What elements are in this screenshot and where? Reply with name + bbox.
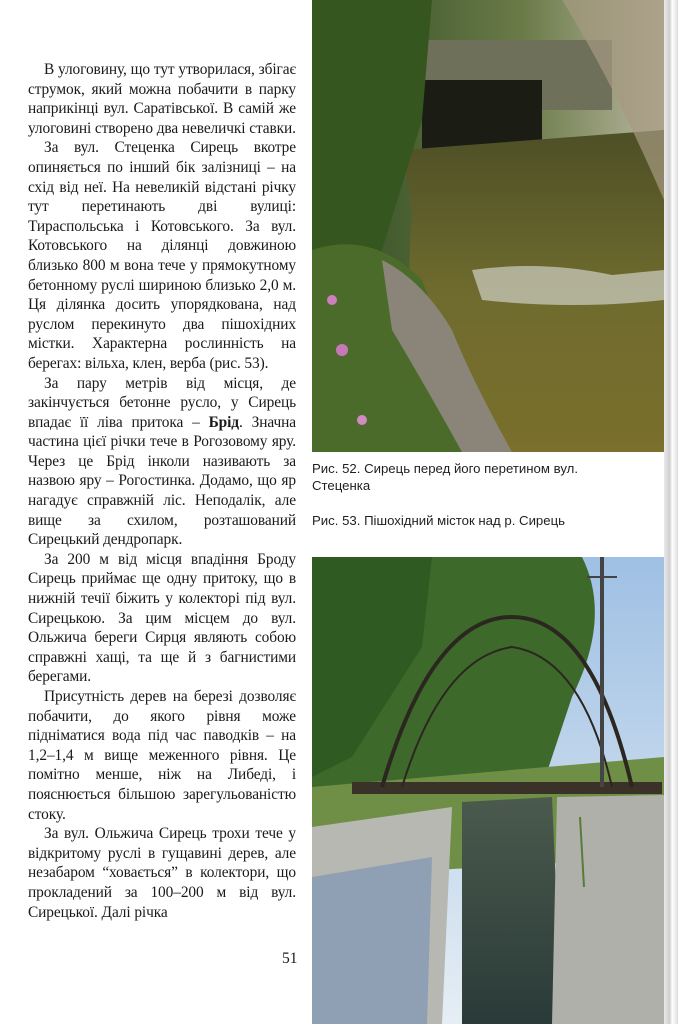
paragraph-text: За вул. Ольжича Сирець трохи тече у відкритому руслі в гущавині дерев, але незабаром “ховається” в колектори, що прокладений за 100–200 м від вул. Сирецької. Далі річка xyxy=(28,825,296,921)
figure-53-caption: Рис. 53. Пішохідний місток над р. Сирець xyxy=(312,513,566,528)
paragraph xyxy=(28,60,296,138)
paragraph xyxy=(28,687,296,824)
paragraph-text: . Значна частина цієї річки тече в Рогозовому яру. Через це Брід інколи називають за назвою яру – Рогостинка. Додамо, що яр нагадує справжній ліс. Неподалік, але вище за схилом, розташований Сирецький дендропарк. xyxy=(28,413,296,549)
photo-footbridge xyxy=(312,557,664,1024)
figure-52-caption: Рис. 52. Сирець перед його перетином вул. Стеценка xyxy=(312,461,578,493)
paragraph xyxy=(28,374,296,550)
paragraph-text: За 200 м від місця впадіння Броду Сирець приймає ще одну притоку, що в нижній течії біжить у колекторі під вул. Сирецькою. За цим місцем до вул. Ольжича береги Сирця являють собою справжні хащі, та ще й з багнистими берегами. xyxy=(28,550,296,686)
paragraph xyxy=(28,824,296,922)
paragraph xyxy=(28,138,296,373)
paragraph-text: За пару метрів від місця, де закінчується бетонне русло, у Сирець впадає її ліва притока – xyxy=(28,374,296,431)
paragraph-text: За вул. Стеценка Сирець вкотре опиняється по інший бік залізниці – на схід від неї. На невеликій відстані річку тут перетинають дві вулиці: Тираспольська і Котовського. За вул. Котовського на ділянці довжиною близько 800 м вона тече у прямокутному бетонному руслі шириною близько 2,0 м. Ця ділянка досить упорядкована, над руслом перекинуто два пішохідних містки. Характерна рослинність на берегах: вільха, клен, верба (рис. 53). xyxy=(28,139,296,372)
paragraph xyxy=(28,550,296,687)
bold-term: Брід xyxy=(208,413,239,431)
photo-stream-culvert xyxy=(312,0,664,452)
body-text-column xyxy=(28,60,296,922)
page-number: 51 xyxy=(282,950,298,967)
page-edge xyxy=(664,0,678,1024)
paragraph-text: В улоговину, що тут утворилася, збігає струмок, який можна побачити в парку наприкінці вул. Саратівської. В самій же улоговині створено два невеличкі ставки. xyxy=(28,61,296,137)
paragraph-text: Присутність дерев на березі дозволяє побачити, до якого рівня може підніматися вода під час паводків – на 1,2–1,4 м вище меженного рівня. Це помітно менше, ніж на Либеді, і пояснюється більшою зарегульованістю стоку. xyxy=(28,688,296,823)
